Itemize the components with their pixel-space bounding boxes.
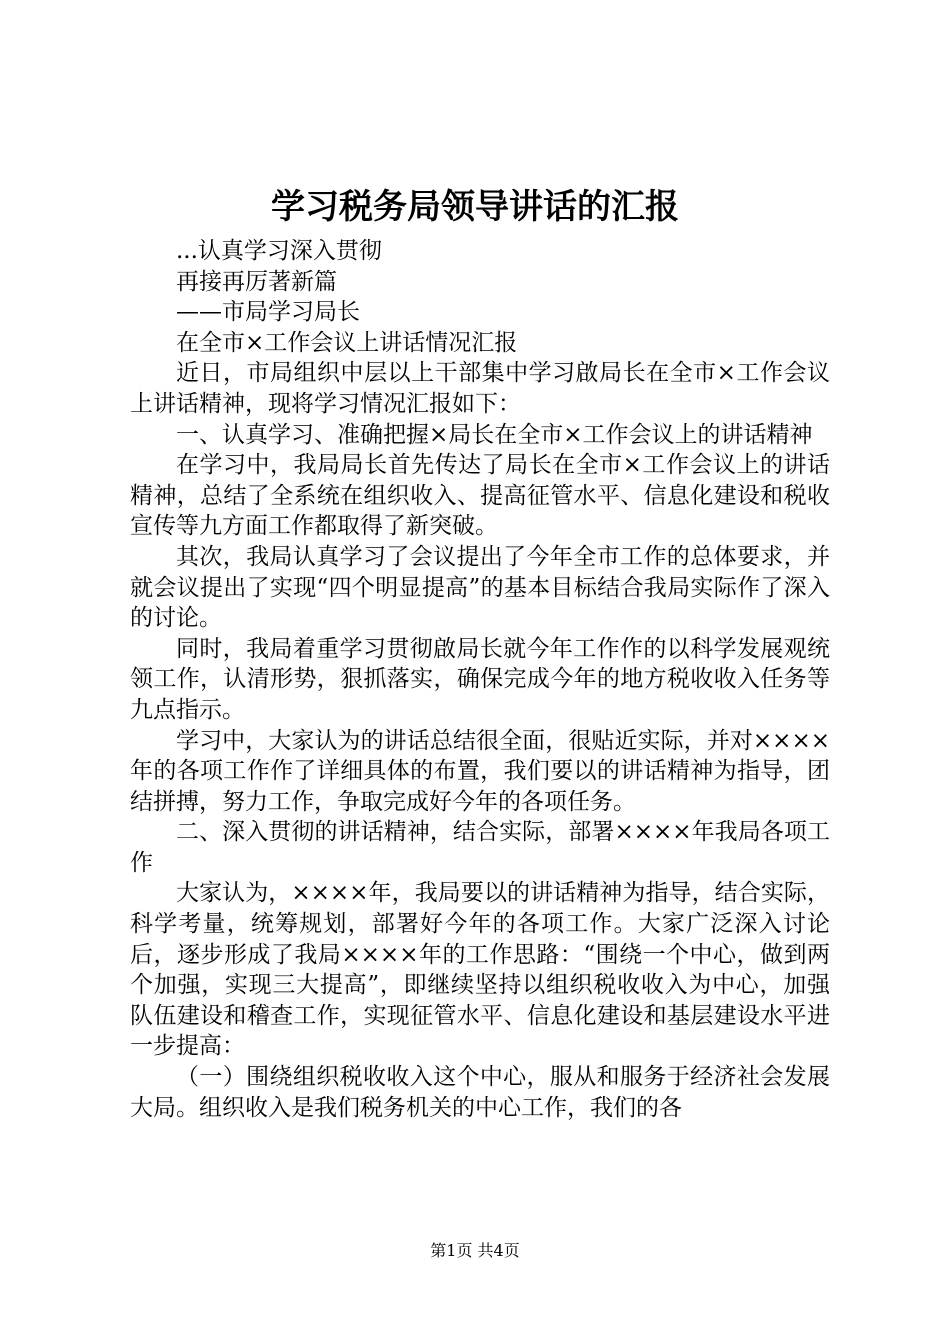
paragraph: （一）围绕组织税收收入这个中心，服从和服务于经济社会发展大局。组织收入是我们税务机关的中心工作，我们的各: [130, 1064, 830, 1121]
paragraph: 学习中，大家认为的讲话总结很全面，很贴近实际，并对××××年的各项工作作了详细具体的布置，我们要以的讲话精神为指导，团结拼搏，努力工作，争取完成好今年的各项任务。: [130, 727, 830, 815]
document-body: [130, 236, 830, 1123]
paragraph: 在学习中，我局局长首先传达了局长在全市×工作会议上的讲话精神，总结了全系统在组织收入、提高征管水平、信息化建设和税收宣传等九方面工作都取得了新突破。: [130, 452, 830, 540]
paragraph: ...认真学习深入贯彻: [176, 238, 382, 264]
section-heading: 一、认真学习、准确把握×局长在全市×工作会议上的讲话精神: [176, 421, 813, 448]
document-title: 学习税务局领导讲话的汇报: [271, 187, 679, 227]
paragraph: 其次，我局认真学习了会议提出了今年全市工作的总体要求，并就会议提出了实现“四个明显提高”的基本目标结合我局实际作了深入的讨论。: [130, 543, 830, 632]
paragraph: 同时，我局着重学习贯彻啟局长就今年工作作的以科学发展观统领工作，认清形势，狠抓落实，确保完成今年的地方税收收入任务等九点指示。: [130, 635, 830, 723]
paragraph: 在全市×工作会议上讲话情况汇报: [176, 329, 518, 356]
paragraph: 再接再厉著新篇: [176, 268, 337, 295]
paragraph: 近日，市局组织中层以上干部集中学习啟局长在全市×工作会议上讲话精神，现将学习情况汇报如下：: [130, 360, 830, 417]
paragraph: 大家认为，××××年，我局要以的讲话精神为指导，结合实际，科学考量，统筹规划，部署好今年的各项工作。大家广泛深入讨论后，逐步形成了我局××××年的工作思路：“围绕一个中心，做到两个加强，实现三大提高”，即继续坚持以组织税收收入为中心，加强队伍建设和稽查工作，实现征管水平、信息化建设和基层建设水平进一步提高：: [130, 880, 830, 1060]
page-number: 第1页 共4页: [430, 1241, 520, 1260]
section-heading: 二、深入贯彻的讲话精神，结合实际，部署××××年我局各项工作: [130, 819, 830, 876]
paragraph: ——市局学习局长: [176, 299, 360, 326]
